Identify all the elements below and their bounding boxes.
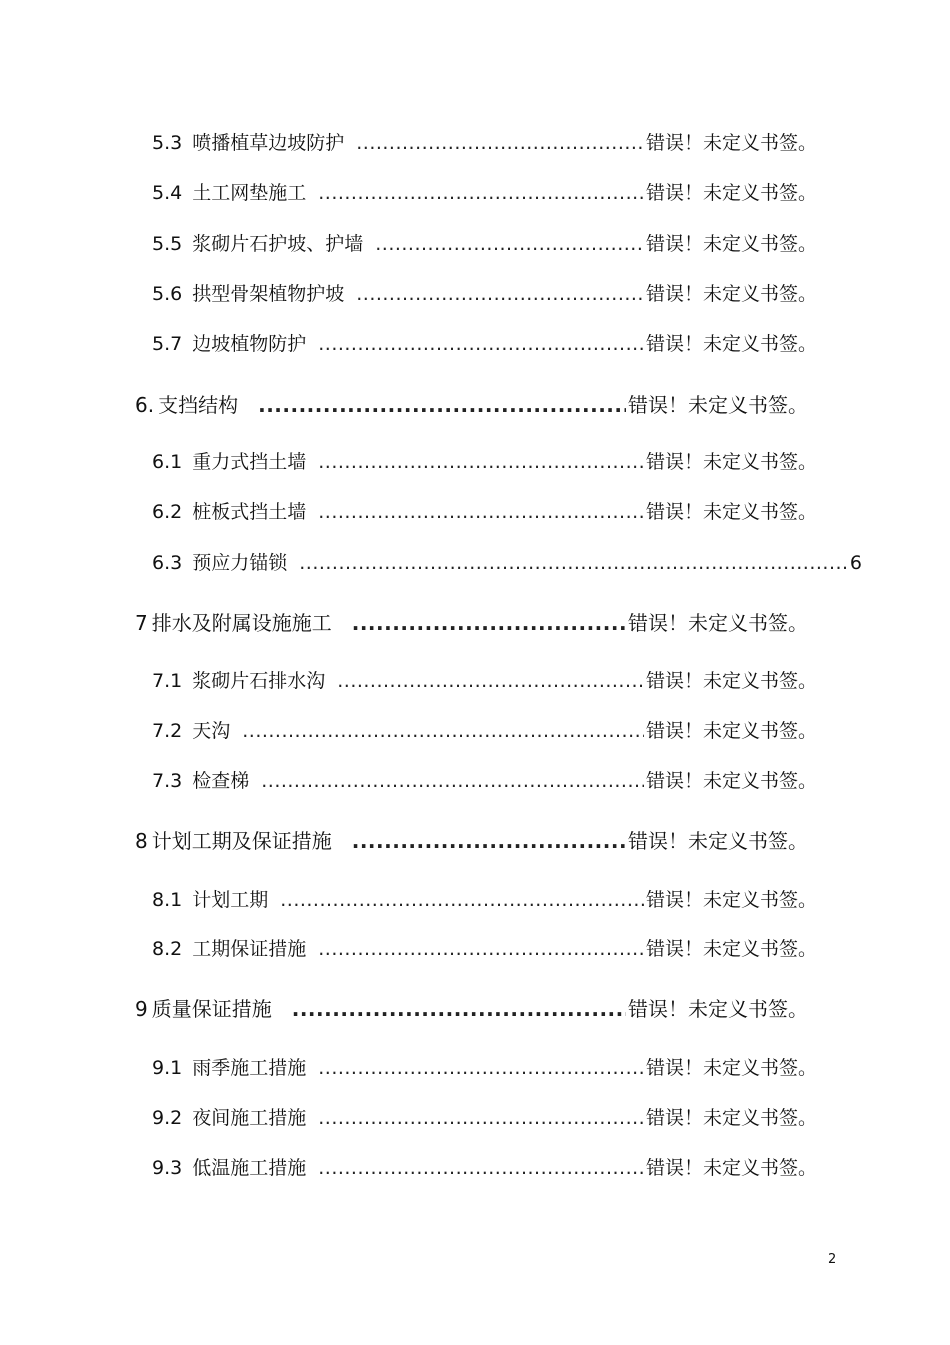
toc-page: 错误！未定义书签。: [645, 451, 817, 473]
toc-title: 边坡植物防护: [192, 333, 307, 355]
toc-chapter-entry[interactable]: [135, 389, 808, 418]
dot-leader: [258, 393, 626, 417]
toc-entry[interactable]: [152, 497, 817, 524]
dot-leader: [337, 670, 644, 692]
toc-title: 拱型骨架植物护坡: [192, 283, 345, 305]
toc-entry[interactable]: [152, 716, 817, 743]
toc-title: 工期保证措施: [192, 938, 307, 960]
dot-leader: [318, 501, 644, 523]
toc-number: 9.2: [152, 1107, 183, 1129]
dot-leader: [318, 451, 644, 473]
toc-title: 排水及附属设施施工: [151, 611, 332, 635]
toc-title: 计划工期: [192, 889, 269, 911]
toc-title: 支挡结构: [158, 393, 239, 417]
toc-title: 天沟: [192, 720, 231, 742]
toc-number: 6.1: [152, 451, 183, 473]
dot-leader: [318, 1157, 644, 1179]
toc-page: 错误！未定义书签。: [628, 393, 808, 417]
toc-entry[interactable]: [152, 548, 862, 575]
toc-number: 5.4: [152, 182, 183, 204]
toc-number: 5.7: [152, 333, 183, 355]
toc-page: 错误！未定义书签。: [645, 938, 817, 960]
toc-page: 错误！未定义书签。: [645, 132, 817, 154]
toc-entry[interactable]: [152, 1153, 817, 1180]
toc-title: 计划工期及保证措施: [151, 829, 332, 853]
toc-page: 错误！未定义书签。: [645, 720, 817, 742]
toc-page: 错误！未定义书签。: [645, 233, 817, 255]
toc-title: 低温施工措施: [192, 1157, 307, 1179]
toc-number: 9.1: [152, 1057, 183, 1079]
toc-page: 错误！未定义书签。: [628, 829, 808, 853]
toc-page: 错误！未定义书签。: [645, 1057, 817, 1079]
toc-entry[interactable]: [152, 934, 817, 961]
toc-entry[interactable]: [152, 766, 817, 793]
dot-leader: [318, 1057, 644, 1079]
dot-leader: [299, 552, 848, 574]
toc-chapter-entry[interactable]: [135, 607, 808, 636]
toc-page: 错误！未定义书签。: [628, 611, 808, 635]
page-number: 2: [828, 1252, 837, 1267]
toc-title: 喷播植草边坡防护: [192, 132, 345, 154]
toc-title: 检查梯: [192, 770, 250, 792]
dot-leader: [356, 132, 644, 154]
toc-page: 错误！未定义书签。: [645, 1157, 817, 1179]
toc-title: 预应力锚锁: [192, 552, 288, 574]
toc-title: 桩板式挡土墙: [192, 501, 307, 523]
toc-title: 重力式挡土墙: [192, 451, 307, 473]
toc-title: 夜间施工措施: [192, 1107, 307, 1129]
toc-entry[interactable]: [152, 447, 817, 474]
toc-entry[interactable]: [152, 229, 817, 256]
toc-number: 8.1: [152, 889, 183, 911]
toc-title: 土工网垫施工: [192, 182, 307, 204]
toc-entry[interactable]: [152, 178, 817, 205]
toc-number: 9.3: [152, 1157, 183, 1179]
dot-leader: [318, 1107, 644, 1129]
toc-entry[interactable]: [152, 1103, 817, 1130]
toc-page: 错误！未定义书签。: [645, 889, 817, 911]
dot-leader: [261, 770, 644, 792]
toc-number: 6.3: [152, 552, 183, 574]
dot-leader: [318, 938, 644, 960]
toc-number: 7.3: [152, 770, 183, 792]
toc-page: 错误！未定义书签。: [645, 333, 817, 355]
dot-leader: [356, 283, 644, 305]
toc-number: 8.2: [152, 938, 183, 960]
toc-entry[interactable]: [152, 666, 817, 693]
toc-page: 错误！未定义书签。: [645, 501, 817, 523]
dot-leader: [375, 233, 644, 255]
dot-leader: [280, 889, 644, 911]
dot-leader: [352, 611, 626, 635]
dot-leader: [352, 829, 626, 853]
toc-page: 错误！未定义书签。: [645, 770, 817, 792]
toc-entry[interactable]: [152, 329, 817, 356]
toc-entry[interactable]: [152, 1053, 817, 1080]
dot-leader: [318, 333, 644, 355]
toc-chapter-entry[interactable]: [135, 825, 808, 854]
toc-page: 错误！未定义书签。: [645, 182, 817, 204]
toc-number: 7: [135, 611, 148, 635]
toc-page: 错误！未定义书签。: [628, 997, 808, 1021]
toc-entry[interactable]: [152, 128, 817, 155]
toc-page: 6: [849, 552, 862, 574]
toc-number: 9: [135, 997, 148, 1021]
toc-number: 7.2: [152, 720, 183, 742]
toc-page: 错误！未定义书签。: [645, 1107, 817, 1129]
dot-leader: [318, 182, 644, 204]
toc-number: 6.2: [152, 501, 183, 523]
toc-number: 7.1: [152, 670, 183, 692]
toc-title: 雨季施工措施: [192, 1057, 307, 1079]
toc-chapter-entry[interactable]: [135, 993, 808, 1022]
toc-page: 错误！未定义书签。: [645, 283, 817, 305]
toc-title: 浆砌片石排水沟: [192, 670, 326, 692]
toc-number: 5.3: [152, 132, 183, 154]
dot-leader: [292, 997, 626, 1021]
toc-number: 8: [135, 829, 148, 853]
toc-number: 5.6: [152, 283, 183, 305]
toc-entry[interactable]: [152, 279, 817, 306]
toc-title: 质量保证措施: [151, 997, 272, 1021]
dot-leader: [242, 720, 644, 742]
toc-page: 错误！未定义书签。: [645, 670, 817, 692]
toc-title: 浆砌片石护坡、护墙: [192, 233, 364, 255]
toc-number: 6.: [135, 393, 155, 417]
toc-number: 5.5: [152, 233, 183, 255]
toc-entry[interactable]: [152, 885, 817, 912]
